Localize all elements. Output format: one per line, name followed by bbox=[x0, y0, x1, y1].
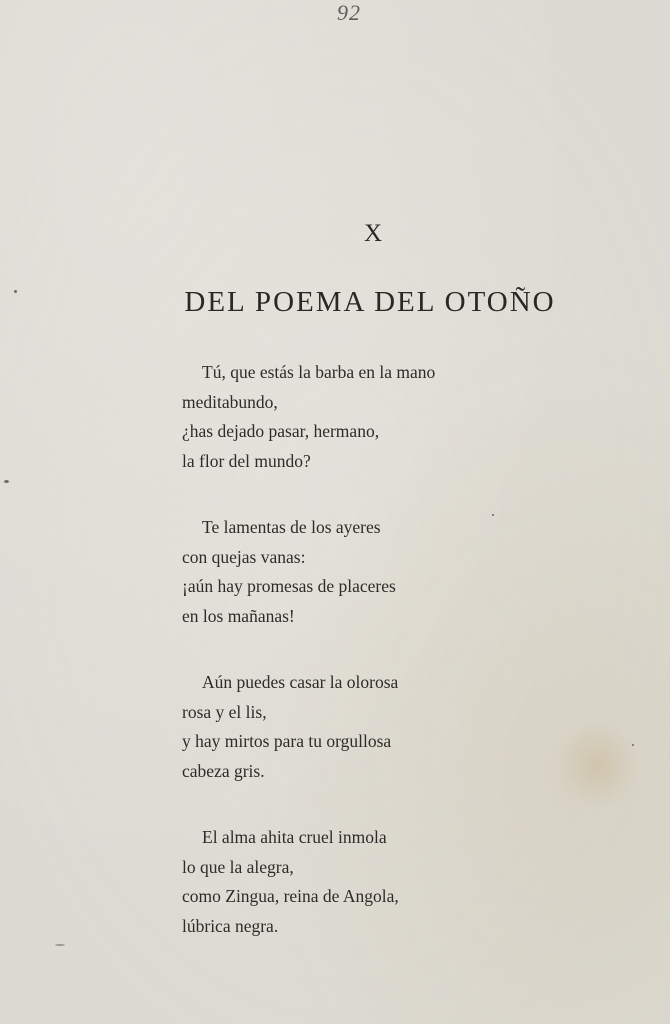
stanza-3 bbox=[182, 668, 522, 786]
poem-line: y hay mirtos para tu orgullosa bbox=[182, 731, 392, 751]
poem-line: ¡aún hay promesas de placeres bbox=[182, 576, 396, 596]
handwritten-page-number: 92 bbox=[337, 0, 361, 25]
poem-line: Tú, que estás la barba en la mano bbox=[202, 362, 436, 382]
poem-line: El alma ahita cruel inmola bbox=[202, 827, 387, 847]
paper-speck bbox=[492, 514, 494, 516]
stanza-2 bbox=[182, 513, 522, 631]
poem-line: lo que la alegra, bbox=[182, 856, 294, 877]
poem-line: cabeza gris. bbox=[182, 760, 265, 781]
poem-line: ¿has dejado pasar, hermano, bbox=[182, 421, 380, 441]
stanza-1 bbox=[182, 358, 522, 476]
paper-speck bbox=[632, 744, 634, 746]
poem-line: como Zingua, reina de Angola, bbox=[182, 886, 399, 906]
paper-stain bbox=[555, 720, 640, 810]
paper-speck bbox=[14, 290, 17, 293]
paper-speck bbox=[55, 944, 65, 946]
poem-line: Aún puedes casar la olorosa bbox=[202, 672, 399, 692]
poem-body bbox=[182, 358, 522, 978]
poem-line: meditabundo, bbox=[182, 391, 278, 412]
paper-speck bbox=[4, 480, 9, 483]
stanza-4 bbox=[182, 823, 522, 941]
poem-line: con quejas vanas: bbox=[182, 546, 306, 567]
poem-line: Te lamentas de los ayeres bbox=[202, 517, 381, 537]
poem-line: en los mañanas! bbox=[182, 605, 295, 626]
poem-line: la flor del mundo? bbox=[182, 450, 311, 471]
chapter-numeral: X bbox=[363, 220, 383, 247]
poem-line: rosa y el lis, bbox=[182, 701, 267, 722]
poem-line: lúbrica negra. bbox=[182, 915, 279, 936]
poem-title: DEL POEMA DEL OTOÑO bbox=[184, 286, 556, 318]
